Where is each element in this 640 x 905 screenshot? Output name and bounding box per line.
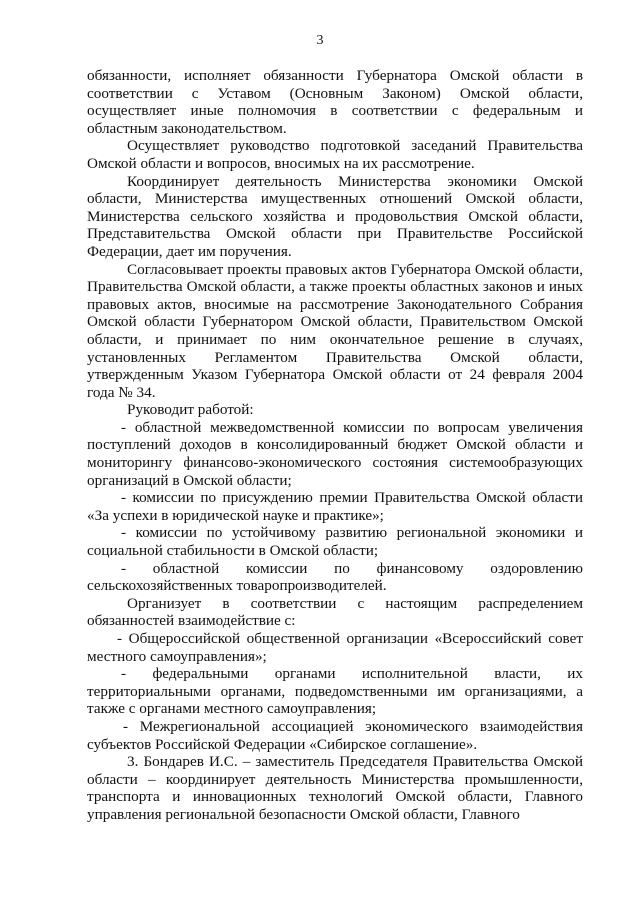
list-item-commission-revenue: - областной межведомственной комиссии по вопросам увеличения поступлений доходов в консолидированный бюджет Омской области и мониторингу финансово-экономического состояния системообразующих организаций в Омской области; (87, 418, 583, 489)
paragraph-coordinates: Координирует деятельность Министерства экономики Омской области, Министерства имущественных отношений Омской области, Министерства сельского хозяйства и продовольствия Омской области, Представительства Омской области при Правительстве Российской Федерации, дает им поручения. (87, 172, 583, 260)
paragraph-item-3-bondarev: 3. Бондарев И.С. – заместитель Председателя Правительства Омской области – координирует деятельность Министерства промышленности, транспорта и инновационных технологий Омской области, Главного управления региональной безопасности Омской области, Главного (87, 753, 583, 823)
paragraph-continuation: обязанности, исполняет обязанности Губернатора Омской области в соответствии с Уставом (Основным Законом) Омской области, осуществляет иные полномочия в соответствии с федеральным и областным законодательством. (87, 67, 583, 137)
list-item-commission-prize: - комиссии по присуждению премии Правительства Омской области «За успехи в юридической науке и практике»; (87, 489, 583, 524)
list-item-federal-bodies: - федеральными органами исполнительной власти, их территориальными органами, подведомственными им организациями, а также с органами местного самоуправления; (87, 665, 583, 718)
list-item-commission-development: - комиссии по устойчивому развитию региональной экономики и социальной стабильности в Омской области; (87, 524, 583, 560)
list-item-siberian-agreement: - Межрегиональной ассоциацией экономического взаимодействия субъектов Российской Федерации «Сибирское соглашение». (87, 717, 583, 753)
page-number: 3 (316, 33, 324, 48)
list-item-council-self-government: - Общероссийской общественной организации «Всероссийский совет местного самоуправления»; (87, 630, 583, 665)
paragraph-approves: Согласовывает проекты правовых актов Губернатора Омской области, Правительства Омской области, а также проекты областных законов и иных правовых актов, вносимые на рассмотрение Законодательного Собрания Омской области Губернатором Омской области, Правительством Омской области, и принимает по ним окончательное решение в случаях, установленных Регламентом Правительства Омской области, утвержденным Указом Губернатора Омской области от 24 февраля 2004 года № 34. (87, 260, 583, 401)
document-body (87, 67, 583, 824)
list-item-commission-agriculture: - областной комиссии по финансовому оздоровлению сельскохозяйственных товаропроизводителей. (87, 559, 583, 595)
paragraph-meetings: Осуществляет руководство подготовкой заседаний Правительства Омской области и вопросов, вносимых на их рассмотрение. (87, 137, 583, 172)
paragraph-manages-heading: Руководит работой: (127, 401, 254, 419)
paragraph-organizes-interaction: Организует в соответствии с настоящим распределением обязанностей взаимодействие с: (87, 594, 583, 630)
